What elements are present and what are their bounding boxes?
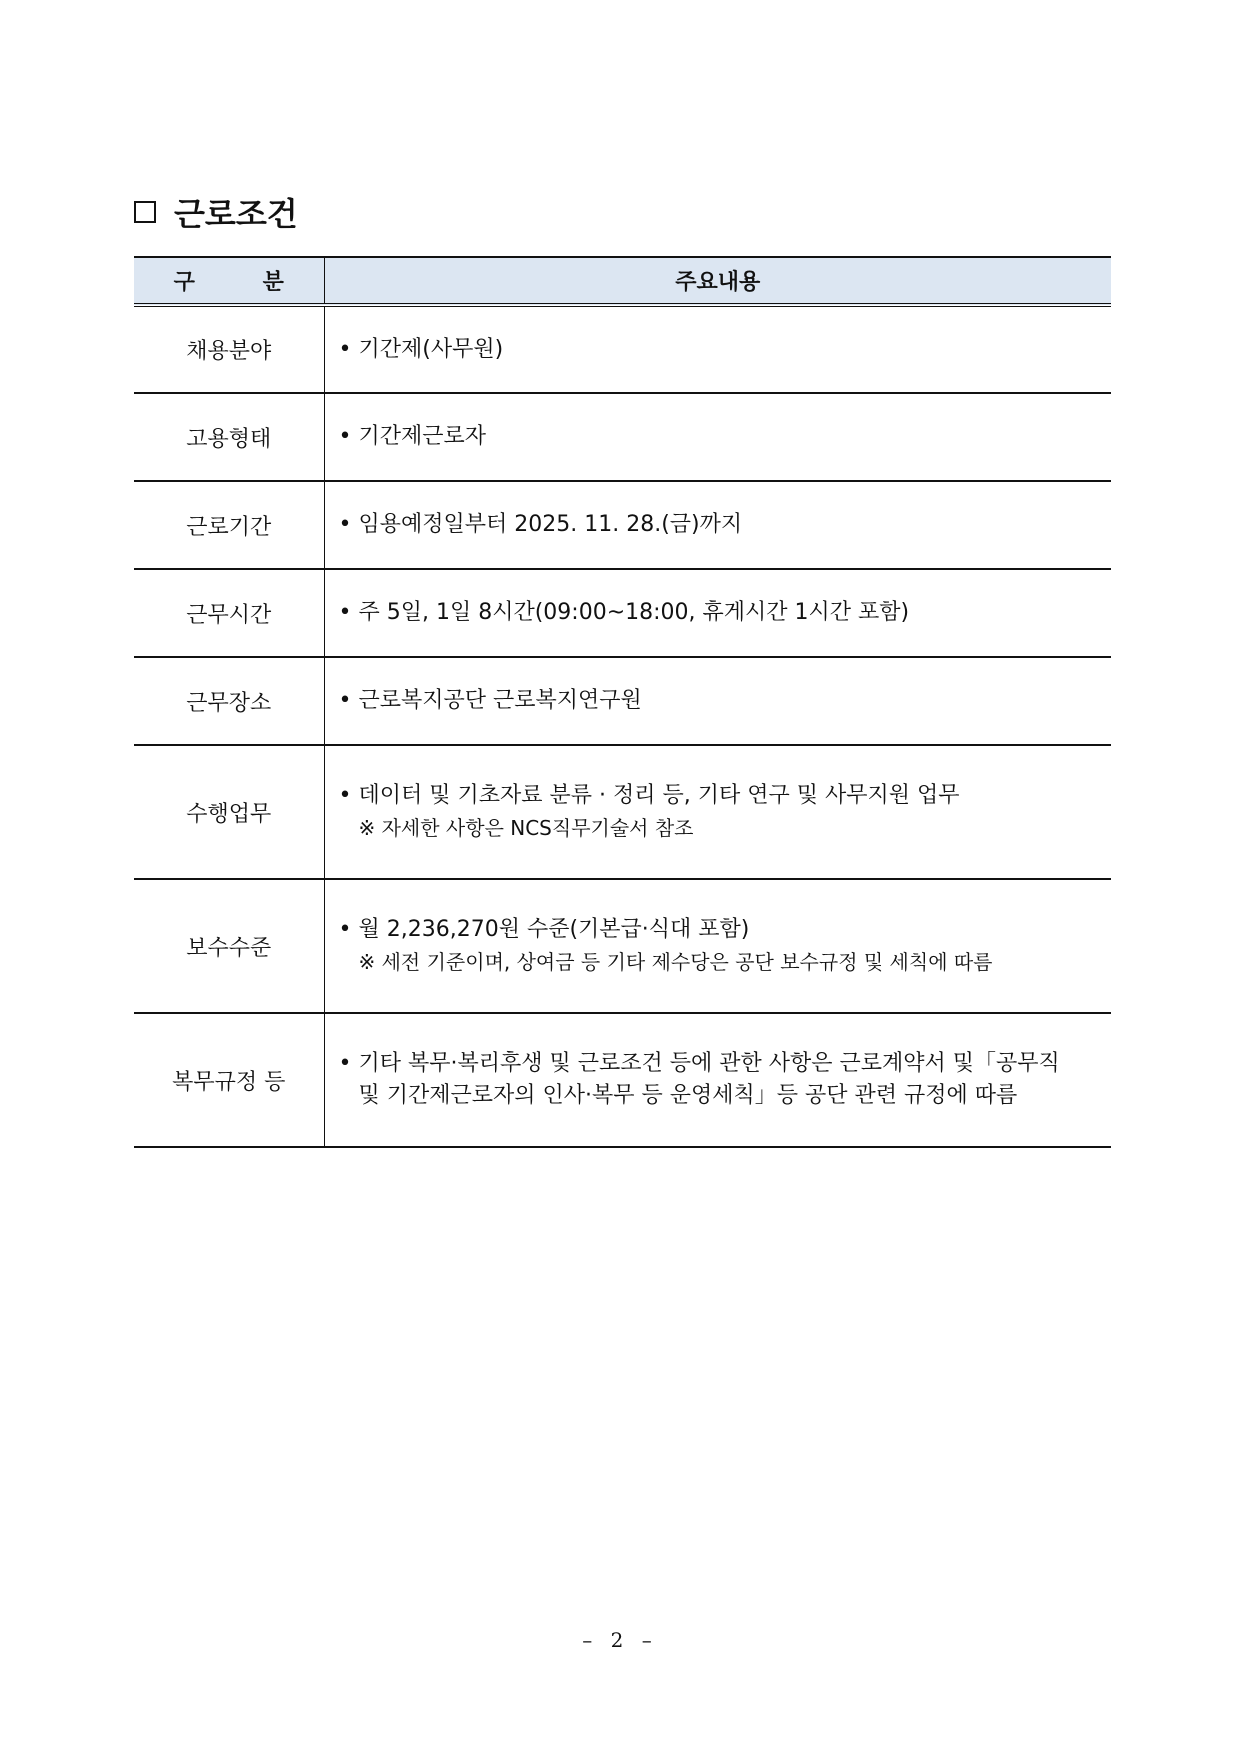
bullet-icon: •	[338, 1051, 352, 1076]
row-text: 기타 복무·복리후생 및 근로조건 등에 관한 사항은 근로계약서 및「공무직	[358, 1051, 1060, 1076]
bullet-icon: •	[338, 336, 352, 362]
row-category: 보수수준	[134, 879, 324, 1013]
row-content	[324, 1013, 1111, 1147]
page-number: – 2 –	[582, 1628, 658, 1652]
table-row	[134, 1013, 1111, 1147]
row-text: 월 2,236,270원 수준(기본급·식대 포함)	[358, 917, 750, 942]
row-category: 고용형태	[134, 393, 324, 481]
row-text: 주 5일, 1일 8시간(09:00~18:00, 휴게시간 1시간 포함)	[358, 600, 910, 625]
working-conditions-table	[134, 256, 1111, 1148]
bullet-icon: •	[338, 783, 352, 808]
row-category: 근로기간	[134, 481, 324, 569]
row-text: 기간제근로자	[358, 424, 487, 449]
row-content	[324, 569, 1111, 657]
table-row	[134, 745, 1111, 879]
row-content	[324, 657, 1111, 745]
table-row	[134, 481, 1111, 569]
bullet-icon: •	[338, 512, 352, 537]
header-category: 구 분	[134, 257, 324, 305]
row-text: 및 기간제근로자의 인사·복무 등 운영세칙」등 공단 관련 규정에 따름	[358, 1083, 1018, 1108]
row-category: 수행업무	[134, 745, 324, 879]
table-row	[134, 879, 1111, 1013]
section-title-text: 근로조건	[174, 195, 298, 233]
row-category: 근무장소	[134, 657, 324, 745]
bullet-icon: •	[338, 600, 352, 625]
row-text: 기간제(사무원)	[358, 336, 504, 362]
row-content	[324, 481, 1111, 569]
section-title	[134, 190, 298, 234]
row-category: 근무시간	[134, 569, 324, 657]
row-content	[324, 393, 1111, 481]
table-header-row	[134, 257, 1111, 305]
row-content	[324, 745, 1111, 879]
row-content	[324, 305, 1111, 393]
row-content	[324, 879, 1111, 1013]
row-category: 복무규정 등	[134, 1013, 324, 1147]
bullet-icon: •	[338, 688, 352, 713]
bullet-icon: •	[338, 917, 352, 942]
checkbox-icon	[134, 201, 156, 223]
row-text: 근로복지공단 근로복지연구원	[358, 688, 642, 713]
row-note: ※ 세전 기준이며, 상여금 등 기타 제수당은 공단 보수규정 및 세칙에 따름	[358, 950, 993, 974]
table-row	[134, 569, 1111, 657]
header-content: 주요내용	[324, 257, 1111, 305]
row-category: 채용분야	[134, 305, 324, 393]
bullet-icon: •	[338, 424, 352, 449]
table-row	[134, 305, 1111, 393]
row-note: ※ 자세한 사항은 NCS직무기술서 참조	[358, 816, 694, 840]
row-text: 임용예정일부터 2025. 11. 28.(금)까지	[358, 512, 743, 537]
table-row	[134, 393, 1111, 481]
row-text: 데이터 및 기초자료 분류 · 정리 등, 기타 연구 및 사무지원 업무	[358, 783, 960, 808]
table-row	[134, 657, 1111, 745]
